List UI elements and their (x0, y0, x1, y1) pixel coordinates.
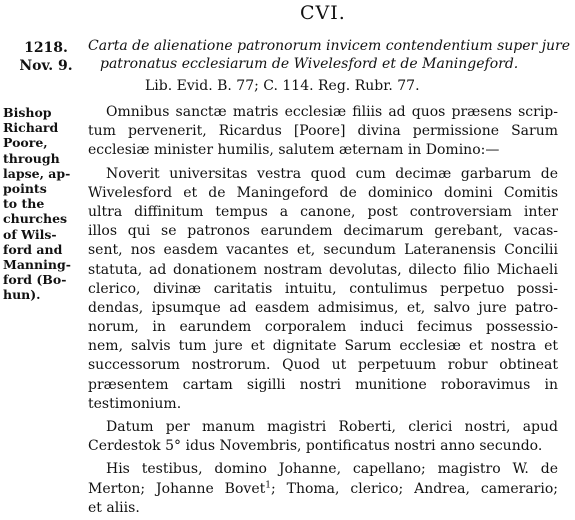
body-line: ecclesiæ minister humilis, salutem æternam in Domino:— (88, 142, 500, 159)
body-line: ultra diffinitum tempus a canone, post controversiam inter (88, 203, 558, 220)
body-line: Omnibus sanctæ matris ecclesiæ filiis ad quos præsens scrip- (106, 104, 558, 120)
title-line: patronatus ecclesiarum de Wivelesford et de Maningeford. (100, 56, 519, 72)
body-line: testimonium. (88, 395, 182, 412)
body-line: His testibus, domino Johanne, capellano; magistro W. de (106, 461, 558, 478)
source-references: Lib. Evid. B. 77; C. 114. Reg. Rubr. 77. (145, 78, 420, 94)
sidenote-line: through (3, 150, 60, 166)
body-line: Cerdestok 5° idus Novembris, pontificatus nostri anno secundo. (88, 438, 543, 455)
body-line: Noverit universitas vestra quod cum decimæ garbarum de (106, 165, 558, 182)
paragraph-dating (88, 418, 558, 456)
document-number-heading: CVI. (300, 2, 346, 24)
charter-body (88, 103, 558, 518)
body-line: illos qui se patronos earundem decimarum gerebant, vacas- (88, 223, 558, 240)
witness-text-part: ; Thoma, clerico; Andrea, camerario; (270, 480, 558, 497)
title-line: Carta de alienatione patronorum invicem contendentium super jure (88, 38, 571, 54)
sidenote-line: Richard (3, 120, 59, 136)
witness-text-part: Merton; Johanne Bovet (88, 480, 266, 497)
sidenote-line: Poore, (3, 135, 48, 151)
sidenote-line: hun). (3, 287, 41, 303)
body-line-with-footnote (88, 480, 558, 499)
body-line: successorum nostrorum. Quod ut perpetuum robur obtineat (88, 357, 558, 374)
sidenote-line: of Wils- (3, 226, 57, 242)
sidenote-line: Manning- (3, 257, 71, 273)
sidenote-line: to the (3, 196, 45, 212)
footnote-marker[interactable]: 1 (265, 479, 271, 490)
sidenote-line: ford and (3, 241, 63, 257)
body-line: nem, salvis tum jure et dignitate Sarum ecclesiæ et nostra et (88, 338, 558, 355)
sidenote-line: Bishop (3, 105, 52, 120)
body-line: et aliis. (88, 499, 140, 516)
body-line: Wivelesford et de Maningeford de dominico domini Comitis (88, 184, 558, 201)
body-line: Datum per manum magistri Roberti, clerici nostri, apud (106, 419, 558, 435)
date-year: 1218. (24, 40, 68, 56)
sidenote-line: lapse, ap- (3, 165, 71, 181)
charter-title (88, 37, 571, 73)
date-day: Nov. 9. (19, 58, 73, 74)
sidenote-line: points (3, 181, 47, 197)
paragraph-witnesses (88, 460, 558, 518)
body-line: clerico, divinæ caritatis intuitu, contulimus perpetuo possi- (88, 280, 558, 297)
sidenote-line: churches (3, 211, 68, 227)
body-line: sent, nos easdem vacantes et, secundum Lateranensis Concilii (88, 242, 558, 259)
body-line: dendas, ipsumque ad easdem admisimus, et, salvo jure patro- (88, 299, 558, 316)
body-line: præsentem cartam sigilli nostri munitione roboravimus in (88, 376, 558, 393)
body-line: tum pervenerit, Ricardus [Poore] divina permissione Sarum (88, 123, 558, 140)
body-line: statuta, ad donationem nostram devolutas, dilecto filio Michaeli (88, 261, 558, 278)
body-line: norum, in earundem corporalem induci fecimus possessio- (88, 319, 558, 336)
date-margin (16, 39, 76, 75)
paragraph-notification (88, 165, 558, 414)
paragraph-salutation (88, 103, 558, 161)
sidenote-line: ford (Bo- (3, 272, 67, 288)
margin-sidenote (3, 105, 83, 303)
